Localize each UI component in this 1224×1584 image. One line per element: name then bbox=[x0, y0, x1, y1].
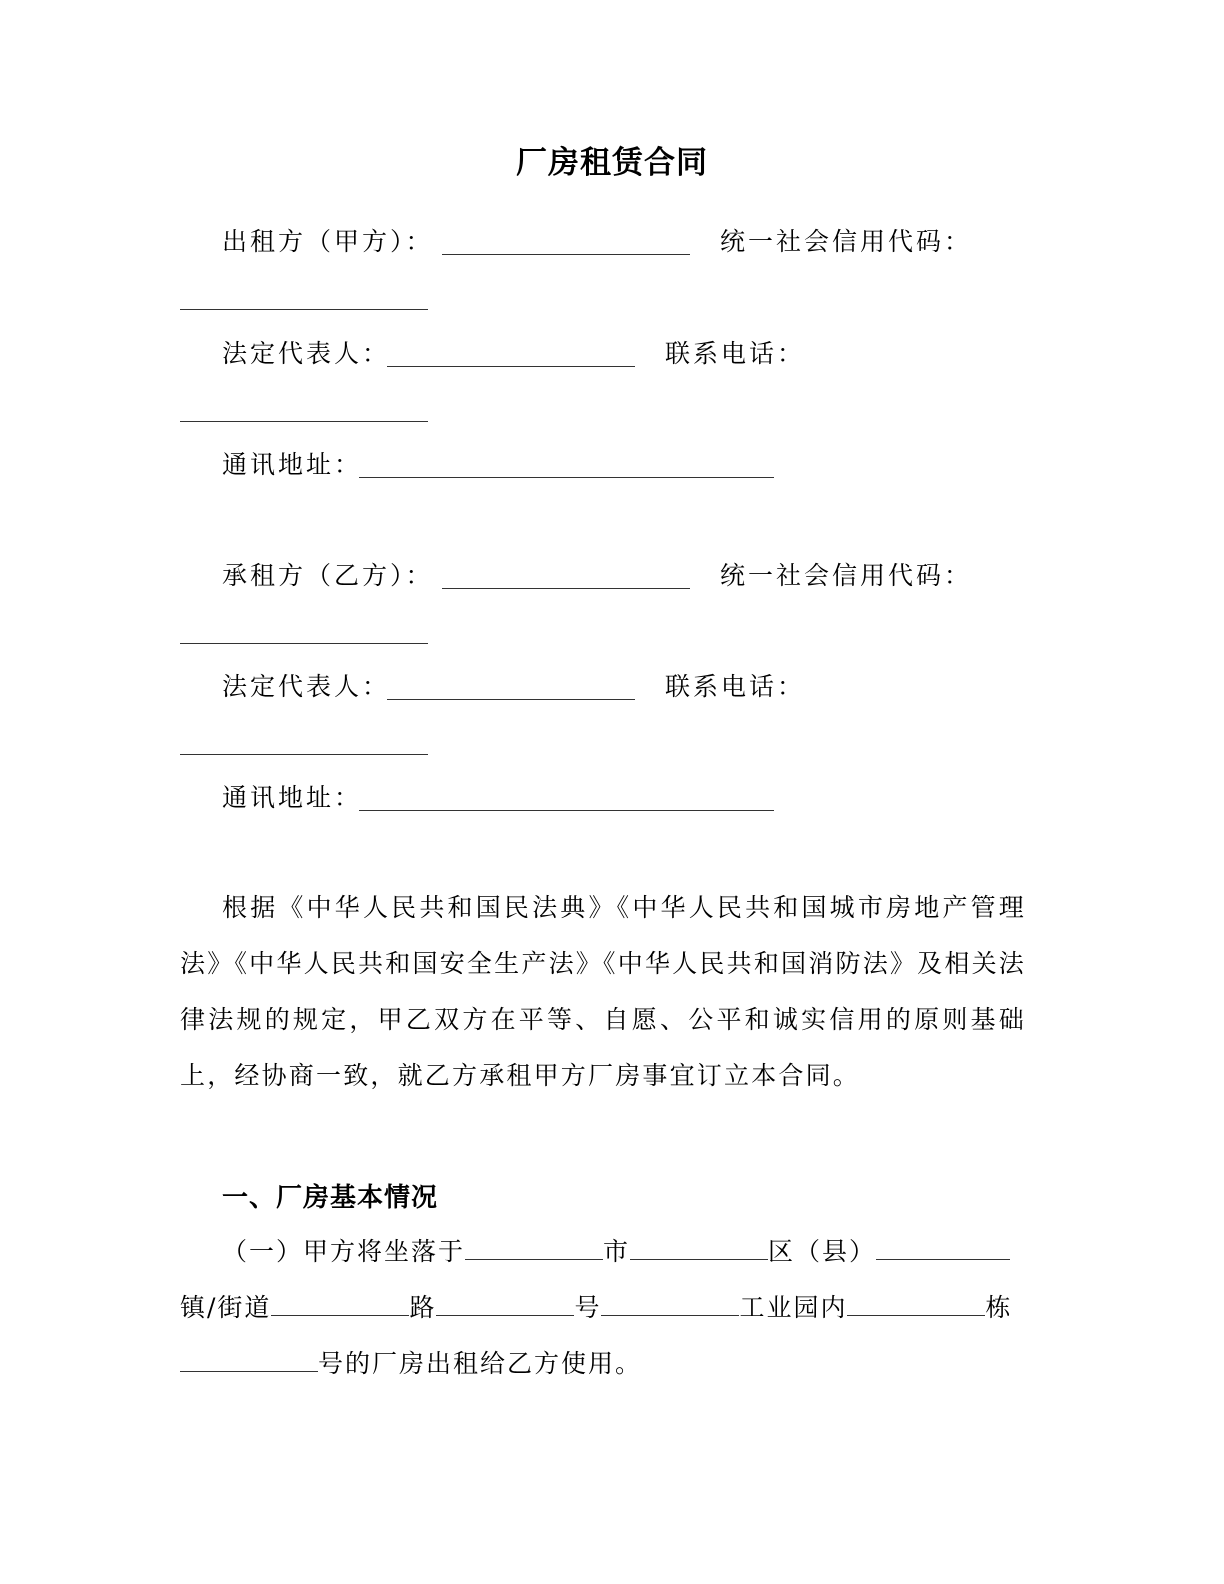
lessor-legal-rep-field[interactable] bbox=[387, 366, 635, 367]
section-heading: 一、厂房基本情况 bbox=[222, 1183, 439, 1213]
lessor-party-label: 出租方（甲方）： bbox=[222, 227, 434, 256]
lessor-phone-field[interactable] bbox=[180, 421, 428, 422]
city-field[interactable] bbox=[465, 1237, 603, 1260]
lessor-credit-code-label: 统一社会信用代码： bbox=[720, 227, 973, 256]
lessee-legal-rep-label: 法定代表人： bbox=[222, 672, 391, 701]
lessee-address-field[interactable] bbox=[359, 810, 774, 811]
lessee-legal-rep-field[interactable] bbox=[387, 699, 635, 700]
park-label: 工业园内 bbox=[739, 1293, 848, 1322]
item-prefix: （一）甲方将坐落于 bbox=[222, 1237, 466, 1266]
preamble-paragraph: 根据《中华人民共和国民法典》《中华人民共和国城市房地产管理法》《中华人民共和国安全生产法》《中华人民共和国消防法》及相关法律法规的规定，甲乙双方在平等、自愿、公平和诚实信用的原则基础上，经协商一致，就乙方承租甲方厂房事宜订立本合同。 bbox=[180, 893, 1026, 1090]
section-item-line-1 bbox=[222, 1232, 1010, 1272]
lessee-party-label: 承租方（乙方）： bbox=[222, 561, 434, 590]
lessor-address-field[interactable] bbox=[359, 477, 774, 478]
lessor-name-field[interactable] bbox=[442, 254, 690, 255]
lessor-address-label: 通讯地址： bbox=[222, 450, 363, 479]
road-label: 路 bbox=[409, 1293, 437, 1322]
city-label: 市 bbox=[603, 1237, 631, 1266]
road-field[interactable] bbox=[271, 1293, 409, 1316]
document-title: 厂房租赁合同 bbox=[516, 145, 708, 181]
town-label: 镇/街道 bbox=[180, 1293, 272, 1322]
section-item-line-3 bbox=[180, 1344, 642, 1384]
lessee-phone-label: 联系电话： bbox=[665, 672, 806, 701]
park-field[interactable] bbox=[601, 1293, 739, 1316]
lessee-address-label: 通讯地址： bbox=[222, 783, 363, 812]
lessor-phone-label: 联系电话： bbox=[665, 339, 806, 368]
lessor-legal-rep-label: 法定代表人： bbox=[222, 339, 391, 368]
lessee-credit-code-field[interactable] bbox=[180, 643, 428, 644]
building-field[interactable] bbox=[847, 1293, 985, 1316]
lessee-credit-code-label: 统一社会信用代码： bbox=[720, 561, 973, 590]
item-suffix: 号的厂房出租给乙方使用。 bbox=[318, 1349, 643, 1378]
town-field[interactable] bbox=[876, 1237, 1010, 1260]
room-number-field[interactable] bbox=[180, 1349, 318, 1372]
lessee-name-field[interactable] bbox=[442, 588, 690, 589]
district-label: 区（县） bbox=[768, 1237, 877, 1266]
district-field[interactable] bbox=[630, 1237, 768, 1260]
number-field[interactable] bbox=[436, 1293, 574, 1316]
building-label: 栋 bbox=[985, 1293, 1013, 1322]
lessee-phone-field[interactable] bbox=[180, 754, 428, 755]
number-label: 号 bbox=[574, 1293, 602, 1322]
section-item-line-2 bbox=[180, 1288, 1013, 1328]
lessor-credit-code-field[interactable] bbox=[180, 309, 428, 310]
